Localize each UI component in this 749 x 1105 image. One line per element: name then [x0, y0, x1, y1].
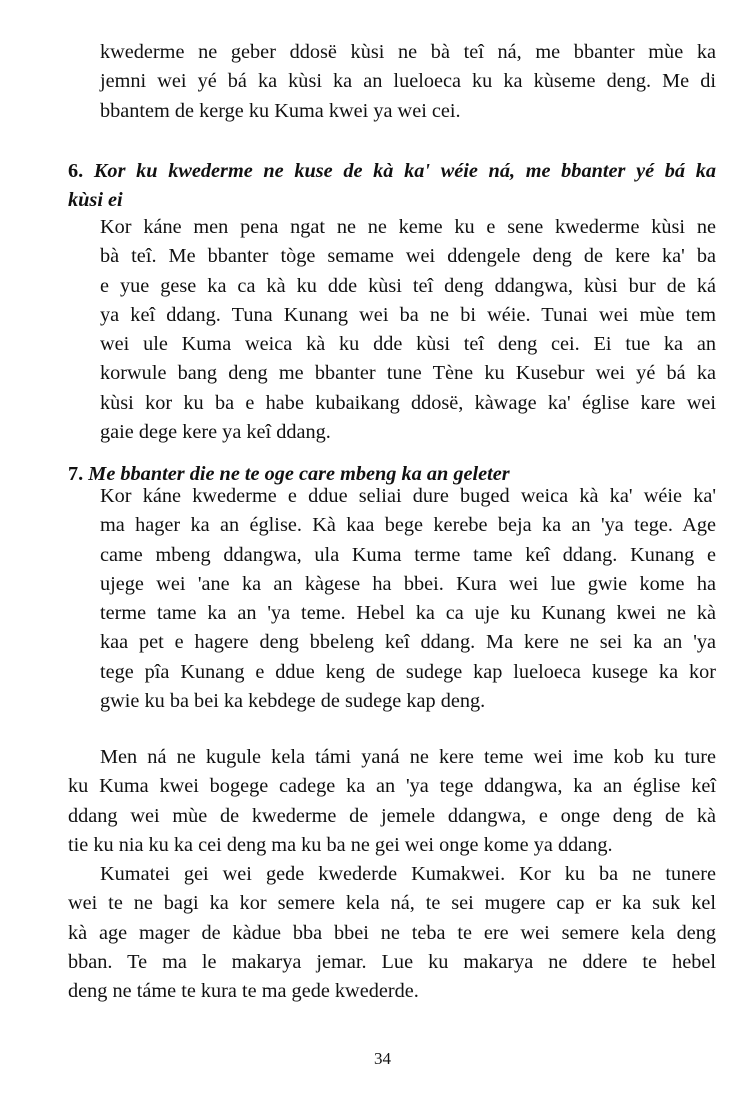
text-line: bà teî. Me bbanter tòge semame wei ddengele deng de kere ka' ba — [100, 245, 716, 268]
heading-line — [68, 157, 716, 186]
text-line: e yue gese ka ca kà ku dde kùsi teî deng ddangwa, kùsi bur de ká — [100, 274, 716, 297]
text-line: ma hager ka an église. Kà kaa bege kerebe beja ka an 'ya tege. Age — [100, 514, 716, 537]
text-line: Men ná ne kugule kela támi yaná ne kere teme wei ime kob ku ture — [100, 746, 716, 768]
text-line: ya keî ddang. Tuna Kunang wei ba ne bi wéie. Tunai wei mùe tem — [100, 303, 716, 326]
heading-text: kùsi ei — [68, 189, 123, 212]
heading-line — [68, 186, 716, 215]
text-line: ujege wei 'ane ka an kàgese ha bbei. Kura wei lue gwie kome ha — [100, 572, 716, 595]
text-line: ddang wei mùe de kwederme de jemele ddangwa, e onge deng de kà — [68, 804, 716, 827]
text-line: gwie ku ba bei ka kebdege de sudege kap deng. — [100, 690, 486, 713]
text-line: tie ku nia ku ka cei deng ma ku ba ne gei wei onge kome ya ddang. — [68, 833, 613, 856]
text-line: Kor káne kwederme e ddue seliai dure buged weica kà ka' wéie ka' — [100, 485, 716, 507]
heading-text: Me bbanter die ne te oge care mbeng ka an geleter — [88, 463, 510, 485]
heading-text: Kor ku kwederme ne kuse de kà ka' wéie ná, me bbanter yé bá ka — [93, 160, 716, 182]
intro-paragraph — [100, 38, 716, 126]
text-line: kwederme ne geber ddosë kùsi ne bà teî ná, me bbanter mùe ka — [100, 41, 716, 63]
text-line: jemni wei yé bá ka kùsi ka an lueloeca ku ka kùseme deng. Me di — [100, 70, 716, 93]
text-line: wei te ne bagi ka kor semere kela ná, te sei mugere cap er ka suk kel — [68, 892, 716, 915]
section-7-body — [100, 482, 716, 716]
text-line: bbantem de kerge ku Kuma kwei ya wei cei. — [100, 99, 461, 122]
text-line: gaie dege kere ya keî ddang. — [100, 421, 331, 444]
page-number: 34 — [374, 1049, 391, 1068]
text-line: bban. Te ma le makarya jemar. Lue ku makarya ne ddere te hebel — [68, 951, 716, 974]
closing-paragraphs — [68, 743, 716, 1007]
section-6-body — [100, 213, 716, 447]
text-line: deng ne táme te kura te ma gede kwederde. — [68, 980, 419, 1003]
section-number: 7. — [68, 463, 84, 485]
text-line: Kor káne men pena ngat ne ne keme ku e sene kwederme kùsi ne — [100, 216, 716, 238]
text-line: wei ule Kuma weica kà ku dde kùsi teî deng cei. Ei tue ka an — [100, 333, 716, 356]
text-line: tege pîa Kunang e ddue keng de sudege kap lueloeca kusege ka kor — [100, 660, 716, 683]
text-line: kaa pet e hagere deng bbeleng keî ddang. Ma kere ne sei ka an 'ya — [100, 631, 716, 654]
section-number: 6. — [68, 160, 84, 182]
text-line: Kumatei gei wei gede kwederde Kumakwei. Kor ku ba ne tunere — [100, 863, 716, 886]
text-line: korwule bang deng me bbanter tune Tène ku Kusebur wei yé bá ka — [100, 362, 716, 385]
text-line: kùsi kor ku ba e habe kubaikang ddosë, kàwage ka' église kare wei — [100, 391, 716, 414]
text-line: terme tame ka an 'ya teme. Hebel ka ca uje ku Kunang kwei ne kà — [100, 602, 716, 625]
text-line: kà age mager de kàdue bba bbei ne teba te ere wei semere kela deng — [68, 921, 716, 944]
text-line: ku Kuma kwei bogege cadege ka an 'ya tege ddangwa, ka an église keî — [68, 775, 716, 798]
text-line: came mbeng ddangwa, ula Kuma terme tame keî ddang. Kunang e — [100, 543, 716, 566]
section-6-heading — [68, 157, 716, 216]
